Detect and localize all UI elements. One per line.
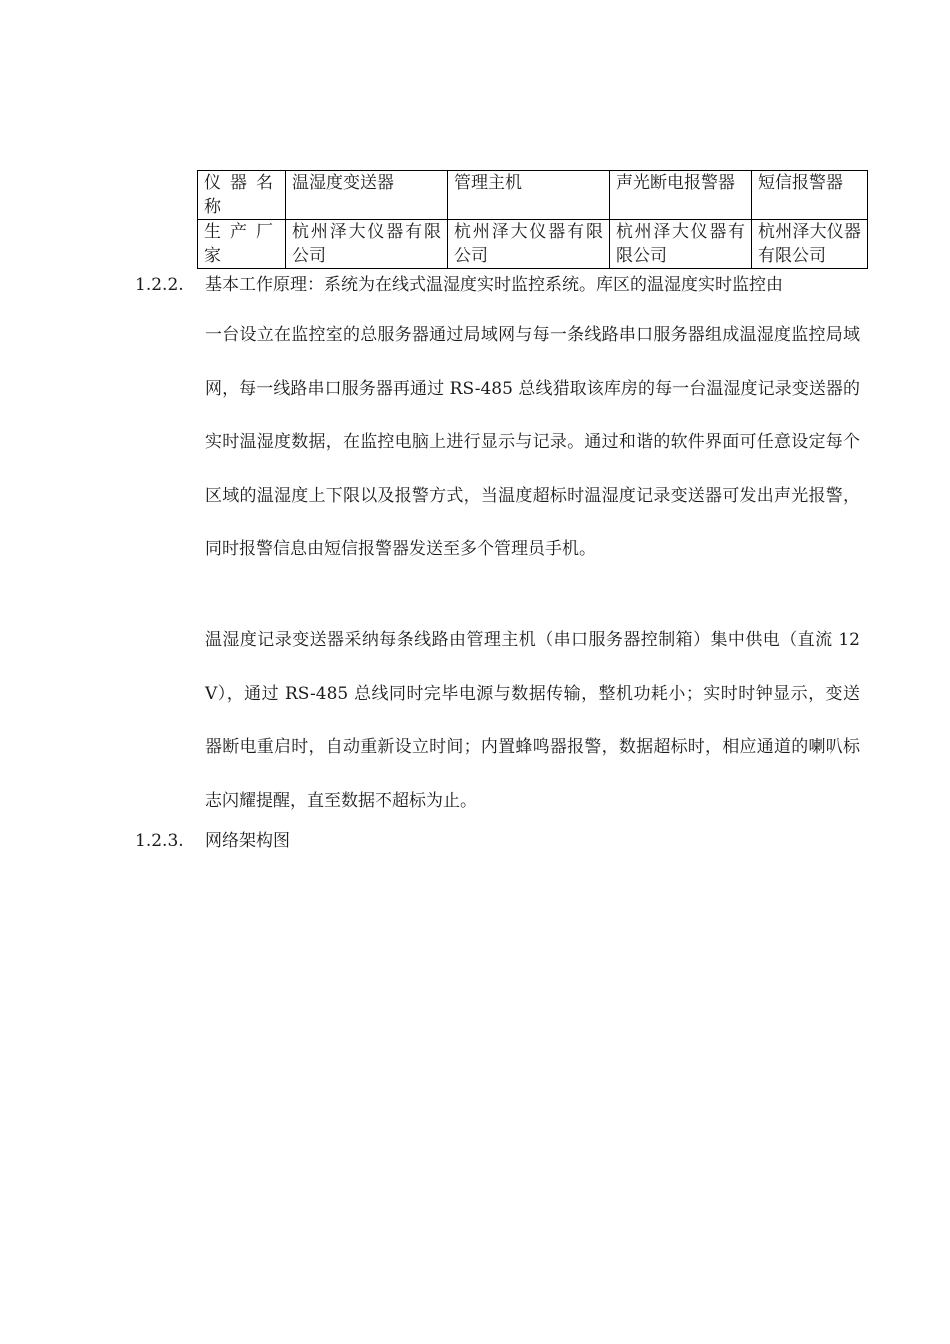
- table-cell: 声光断电报警器: [610, 171, 752, 220]
- table-cell-label: 生产厂家: [198, 220, 286, 269]
- table-cell: 管理主机: [448, 171, 610, 220]
- section-number: 1.2.3.: [135, 831, 184, 851]
- table-cell: 杭州泽大仪器有限公司: [286, 220, 448, 269]
- section-number: 1.2.2.: [135, 275, 184, 295]
- table-cell: 杭州泽大仪器有限公司: [448, 220, 610, 269]
- table-cell: 温湿度变送器: [286, 171, 448, 220]
- table-row: [198, 171, 868, 220]
- table-row: [198, 220, 868, 269]
- section-heading-1-2-2: [135, 273, 783, 297]
- section-heading-1-2-3: [135, 829, 290, 853]
- table-cell: 短信报警器: [752, 171, 868, 220]
- equipment-table: [197, 170, 868, 269]
- body-paragraph: 温湿度记录变送器采纳每条线路由管理主机（串口服务器控制箱）集中供电（直流 12V），通过 RS-485 总线同时完毕电源与数据传输，整机功耗小；实时时钟显示，变送器断电重启时，自动重新设立时间；内置蜂鸣器报警，数据超标时，相应通道的喇叭标志闪耀提醒，直至数据不超标为止。: [205, 630, 860, 811]
- body-paragraph: 一台设立在监控室的总服务器通过局域网与每一条线路串口服务器组成温湿度监控局域网，每一线路串口服务器再通过 RS-485 总线猎取该库房的每一台温湿度记录变送器的实时温湿度数据，在监控电脑上进行显示与记录。通过和谐的软件界面可任意设定每个区域的温湿度上下限以及报警方式，当温度超标时温湿度记录变送器可发出声光报警，同时报警信息由短信报警器发送至多个管理员手机。: [205, 325, 860, 559]
- table-cell-label: 仪器名称: [198, 171, 286, 220]
- table-cell: 杭州泽大仪器有限公司: [610, 220, 752, 269]
- section-title: 基本工作原理：系统为在线式温湿度实时监控系统。库区的温湿度实时监控由: [205, 275, 783, 295]
- table-cell: 杭州泽大仪器有限公司: [752, 220, 868, 269]
- section-title: 网络架构图: [205, 831, 290, 851]
